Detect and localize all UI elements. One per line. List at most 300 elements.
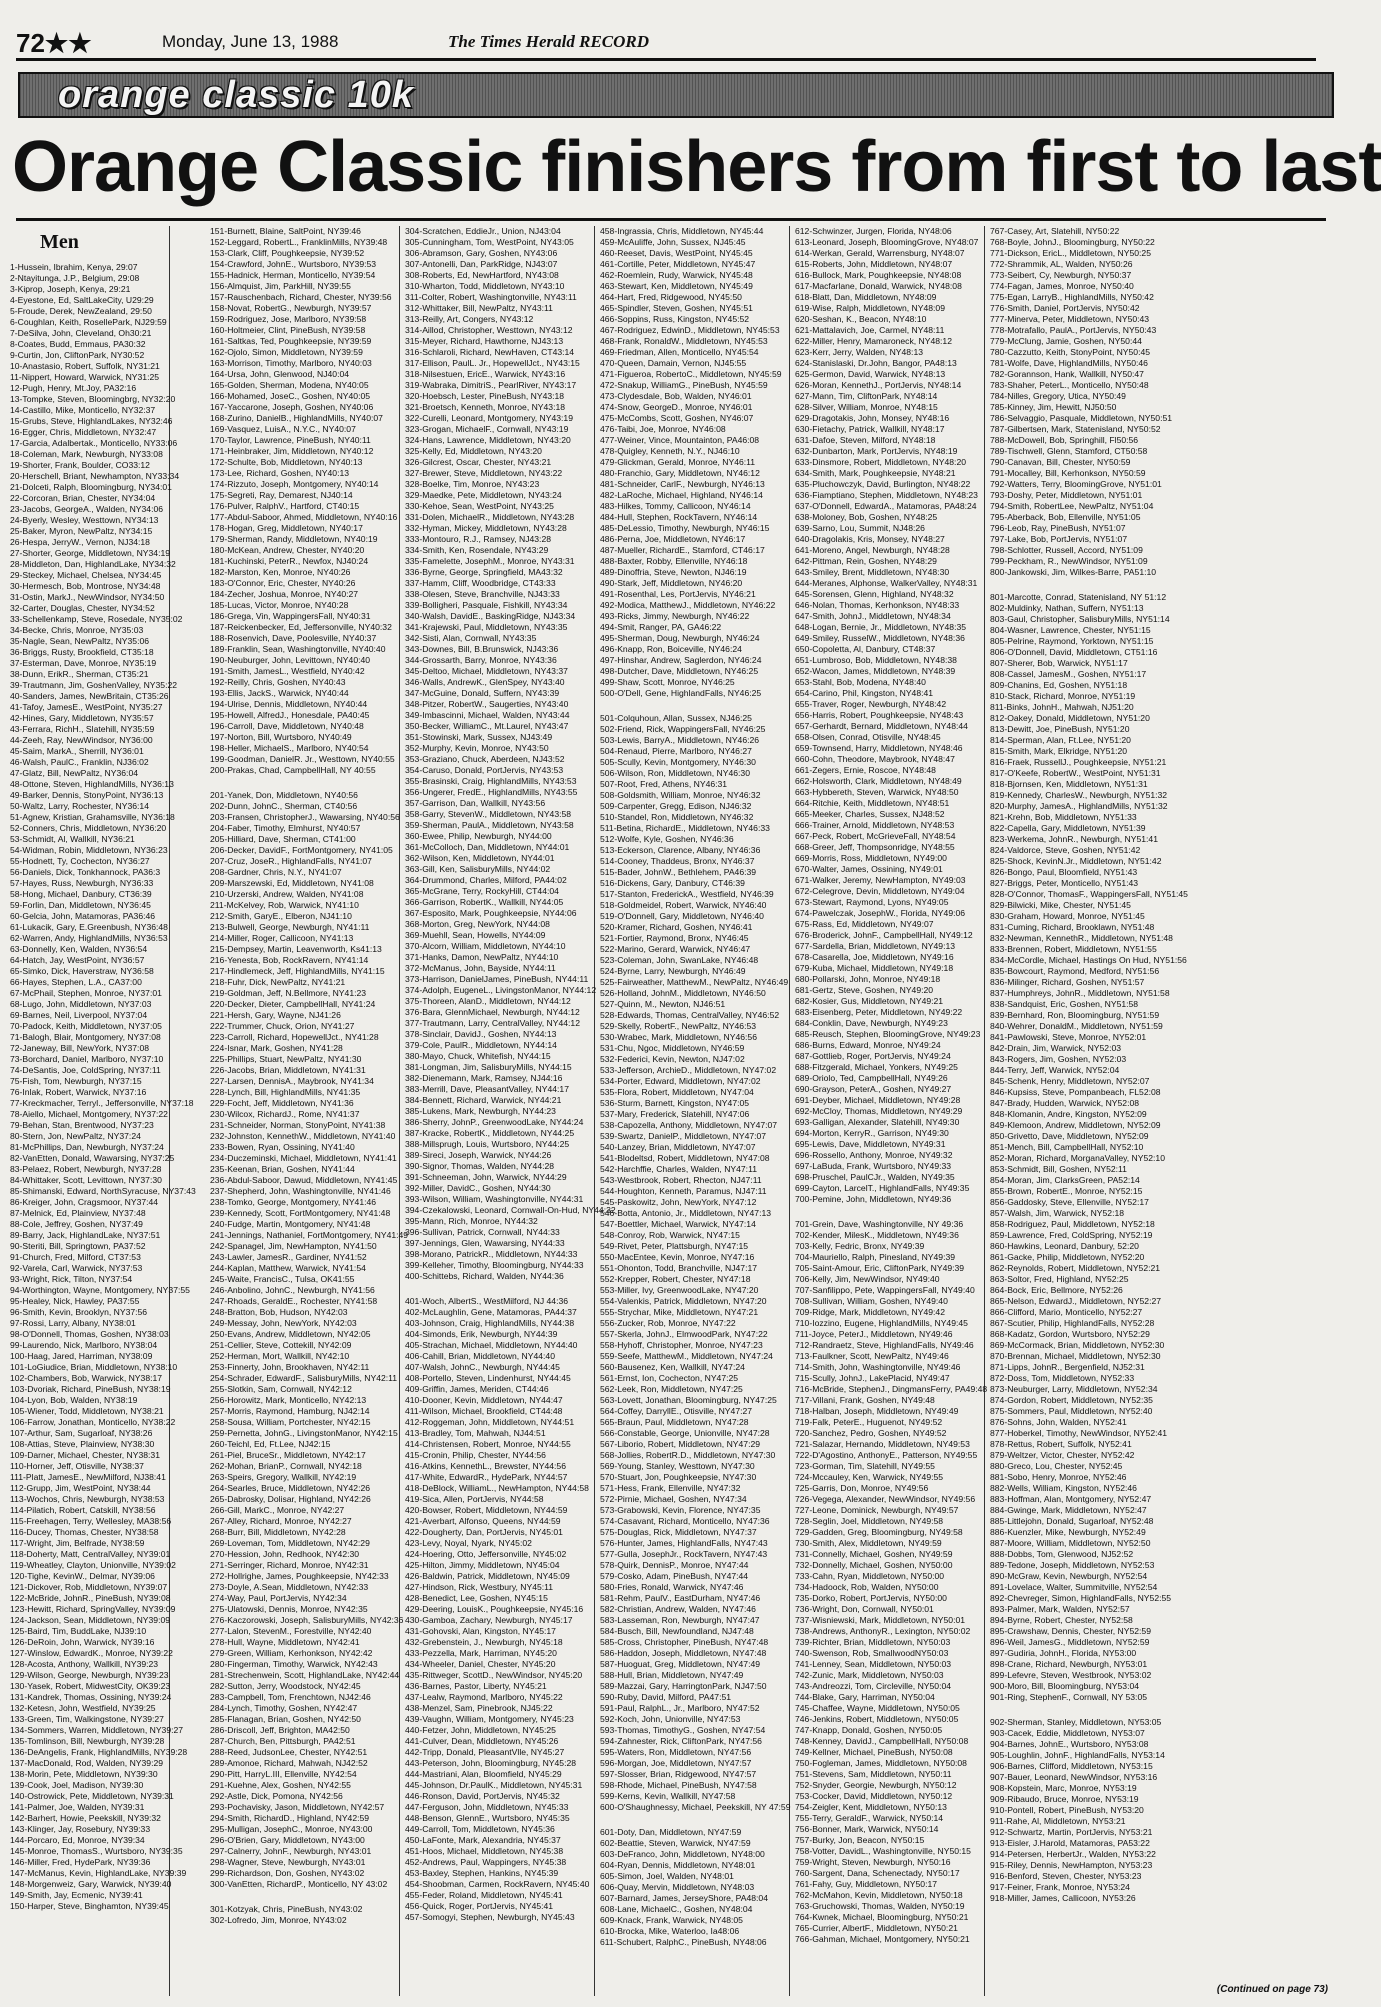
finisher-entry: 827-Briggs, Peter, Monticello, NY51:43 — [990, 878, 1139, 888]
finisher-entry: 813-Dewitt, Joe, PineBush, NY51:20 — [990, 724, 1130, 734]
finisher-entry: 460-Reeset, Davis, WestPoint, NY45:45 — [600, 248, 753, 258]
finisher-entry: 443-Peterson, John, Bloomingburg, NY45:28 — [405, 1758, 577, 1768]
finisher-entry: 272-Hollrighe, James, Poughkeepsie, NY42:33 — [210, 1571, 389, 1581]
finisher-entry: 804-Wasner, Lawrence, Chester, NY51:15 — [990, 625, 1151, 635]
finisher-entry: 353-Graziano, Chuck, Aberdeen, NJ43:52 — [405, 754, 565, 764]
finisher-entry: 524-Byrne, Larry, Newburgh, NY46:49 — [600, 966, 746, 976]
finisher-entry: 376-Bara, GlennMichael, Newburgh, NY44:12 — [405, 1007, 580, 1017]
finisher-entry: 753-Cocker, David, Middletown, NY50:12 — [795, 1791, 953, 1801]
finisher-entry: 719-Falk, PeterE., Huguenot, NY49:52 — [795, 1417, 943, 1427]
finisher-entry: 865-Nelson, EdwardJ., Middletown, NY52:27 — [990, 1296, 1162, 1306]
finisher-entry: 779-McClung, Jamie, Goshen, NY50:44 — [990, 336, 1142, 346]
finisher-entry: 738-Andrews, AnthonyR., Lexington, NY50:02 — [795, 1626, 971, 1636]
finisher-entry: 572-Pirnie, Michael, Goshen, NY47:34 — [600, 1494, 747, 1504]
finisher-entry: 429-Deering, LouisK., Poughkeepsie, NY45:16 — [405, 1604, 584, 1614]
finisher-entry: 507-Root, Fred, Athens, NY46:31 — [600, 779, 728, 789]
finisher-entry: 467-Rodriguez, EdwinD., Middletown, NY45:53 — [600, 325, 780, 335]
group-spacer — [990, 1703, 1177, 1717]
finisher-entry: 284-Lynch, Timothy, Goshen, NY42:47 — [210, 1703, 358, 1713]
finisher-entry: 478-Quigley, Kenneth, N.Y., NJ46:10 — [600, 446, 740, 456]
page-number: 72★★ — [16, 28, 92, 58]
finisher-entry: 846-Kupsiss, Steve, Pompanbeach, FL52:08 — [990, 1087, 1161, 1097]
finisher-entry: 702-Kender, MilesK., Middletown, NY49:36 — [795, 1230, 959, 1240]
finisher-entry: 201-Yanek, Don, Middletown, NY40:56 — [210, 790, 358, 800]
finisher-entry: 521-Fortier, Raymond, Bronx, NY46:45 — [600, 933, 749, 943]
finisher-entry: 242-Spanagel, Jim, NewHampton, NY41:50 — [210, 1241, 377, 1251]
finisher-entry: 705-Saint-Amour, Eric, CliftonPark, NY49:39 — [795, 1263, 965, 1273]
finisher-entry: 427-Hindson, Rick, Westbury, NY45:11 — [405, 1582, 554, 1592]
finisher-entry: 151-Burnett, Blaine, SaltPoint, NY39:46 — [210, 226, 361, 236]
finisher-entry: 144-Porcaro, Ed, Monroe, NY39:34 — [10, 1835, 145, 1845]
finisher-entry: 667-Peck, Robert, McGrieveFall, NY48:54 — [795, 831, 956, 841]
finisher-entry: 815-Smith, Mark, Elkridge, NY51:20 — [990, 746, 1128, 756]
finisher-entry: 505-Scully, Kevin, Montgomery, NY46:30 — [600, 757, 756, 767]
finisher-entry: 902-Sherman, Stanley, Middletown, NY53:05 — [990, 1717, 1162, 1727]
group-spacer — [405, 1282, 591, 1296]
finisher-entry: 510-Standel, Ron, Middletown, NY46:32 — [600, 812, 754, 822]
finisher-entry: 855-Brown, RobertE., Monroe, NY52:15 — [990, 1186, 1143, 1196]
finisher-entry: 59-Forlin, Dan, Middletown, NY36:45 — [10, 900, 151, 910]
finisher-entry: 881-Sobo, Henry, Monroe, NY52:46 — [990, 1472, 1127, 1482]
finisher-entry: 616-Bullock, Mark, Poughkeepsie, NY48:08 — [795, 270, 962, 280]
finisher-entry: 71-Balogh, Blair, Montgomery, NY37:08 — [10, 1032, 161, 1042]
finisher-entry: 341-Krajewski, Paul, Middletown, NY43:35 — [405, 622, 568, 632]
finisher-entry: 344-Grossarth, Barry, Monroe, NY43:36 — [405, 655, 557, 665]
finisher-entry: 294-Smith, RichardD., Highland, NY42:59 — [210, 1813, 370, 1823]
finisher-entry: 297-Calnerry, JohnF., Newburgh, NY43:01 — [210, 1846, 372, 1856]
finisher-entry: 729-Gadden, Greg, Bloomingburg, NY49:58 — [795, 1527, 963, 1537]
finisher-entry: 488-Baxter, Robby, Ellenville, NY46:18 — [600, 556, 748, 566]
finisher-entry: 697-LaBuda, Frank, Wurtsboro, NY49:33 — [795, 1161, 952, 1171]
finisher-entry: 789-Tischwell, Glenn, Stamford, CT50:58 — [990, 446, 1148, 456]
finisher-entry: 125-Baird, Tim, BuddLake, NJ39:10 — [10, 1626, 147, 1636]
finisher-entry: 281-Strechenwein, Scott, HighlandLake, NY42:44 — [210, 1670, 400, 1680]
finisher-entry: 582-Christian, Andrew, Walden, NY47:46 — [600, 1604, 756, 1614]
finisher-entry: 851-Mench, Bill, CampbellHall, NY52:10 — [990, 1142, 1144, 1152]
finisher-entry: 415-Cronin, Philip, Chester, NY44:56 — [405, 1450, 546, 1460]
finisher-entry: 913-Eisler, J.Harold, Matamoras, PA53:22 — [990, 1838, 1150, 1848]
finisher-entry: 278-Hull, Wayne, Middletown, NY42:41 — [210, 1637, 360, 1647]
finisher-entry: 395-Mann, Rich, Monroe, NY44:32 — [405, 1216, 538, 1226]
finisher-entry: 321-Broetsch, Kenneth, Monroe, NY43:18 — [405, 402, 566, 412]
finisher-entry: 424-Hoering, Otto, Jeffersonville, NY45:02 — [405, 1549, 567, 1559]
finisher-entry: 459-McAuliffe, John, Sussex, NJ45:45 — [600, 237, 746, 247]
finisher-entry: 299-Richardson, Don, Goshen, NY43:02 — [210, 1868, 365, 1878]
finisher-entry: 777-Minerva, Peter, Middletown, NY50:43 — [990, 314, 1150, 324]
finisher-entry: 544-Houghton, Kenneth, Paramus, NJ47:11 — [600, 1186, 767, 1196]
finisher-entry: 420-Bowser, Robert, Middletown, NY44:59 — [405, 1505, 568, 1515]
finisher-entry: 216-Yenesta, Bob, RockRavern, NY41:14 — [210, 955, 369, 965]
finisher-entry: 617-Macfarlane, Donald, Warwick, NY48:08 — [795, 281, 962, 291]
finisher-entry: 405-Strachan, Michael, Middletown, NY44:40 — [405, 1340, 578, 1350]
finisher-entry: 650-Copoletta, Al, Danbury, CT48:37 — [795, 644, 936, 654]
finisher-entry: 185-Lucas, Victor, Monroe, NY40:28 — [210, 600, 349, 610]
finisher-entry: 456-Quick, Roger, PortJervis, NY45:41 — [405, 1901, 554, 1911]
finisher-entry: 688-Fitzgerald, Michael, Yonkers, NY49:25 — [795, 1062, 958, 1072]
finisher-entry: 741-Lenney, Sean, Middletown, NY50:03 — [795, 1659, 952, 1669]
finisher-entry: 712-Randraetz, Steve, HighlandFalls, NY49:46 — [795, 1340, 974, 1350]
finisher-entry: 652-Wacon, James, Middletown, NY48:39 — [795, 666, 956, 676]
finisher-entry: 232-Johnston, KennethW., Middletown, NY41:40 — [210, 1131, 396, 1141]
finisher-entry: 390-Signor, Thomas, Walden, NY44:28 — [405, 1161, 555, 1171]
finisher-entry: 70-Padock, Keith, Middletown, NY37:05 — [10, 1021, 162, 1031]
finisher-entry: 177-Abdul-Saboor, Ahmed, Middletown, NY40:16 — [210, 512, 398, 522]
finisher-entry: 555-Strychar, Mike, Middletown, NY47:21 — [600, 1307, 759, 1317]
finisher-entry: 119-Wheatley, Clayton, Unionville, NY39:02 — [10, 1560, 176, 1570]
finisher-entry: 9-Curtin, Jon, CliftonPark, NY30:52 — [10, 350, 145, 360]
finisher-entry: 710-Iozzino, Eugene, HighlandMills, NY49:45 — [795, 1318, 968, 1328]
finisher-entry: 550-MacEntee, Kevin, Monroe, NY47:16 — [600, 1252, 755, 1262]
finisher-entry: 383-Merrill, Dave, PleasantValley, NY44:17 — [405, 1084, 569, 1094]
finisher-entry: 49-Barker, Dennis, StonyPoint, NY36:13 — [10, 790, 164, 800]
finisher-entry: 596-Morgan, Joe, Middletown, NY47:57 — [600, 1758, 752, 1768]
finisher-entry: 276-Kaczorowski, Joseph, SalisburyMills, NY42:36 — [210, 1615, 404, 1625]
finisher-entry: 500-O'Dell, Gene, HighlandFalls, NY46:25 — [600, 688, 762, 698]
finisher-entry: 629-Dragotakis, John, Monsey, NY48:16 — [795, 413, 950, 423]
finisher-entry: 646-Nolan, Thomas, Kerhonkson, NY48:33 — [795, 600, 960, 610]
finisher-entry: 425-Hilton, Jimmy, Middletown, NY45:04 — [405, 1560, 560, 1570]
finisher-entry: 22-Corcoran, Brian, Chester, NY34:04 — [10, 493, 156, 503]
finisher-entry: 903-Cacek, Eddie, Middletown, NY53:07 — [990, 1728, 1145, 1738]
finisher-entry: 873-Neuburger, Larry, Middletown, NY52:34 — [990, 1384, 1158, 1394]
finisher-entry: 301-Kotzyak, Chris, PineBush, NY43:02 — [210, 1904, 363, 1914]
finisher-entry: 790-Canavan, Bill, Chester, NY50:59 — [990, 457, 1131, 467]
finisher-entry: 384-Bennett, Richard, Warwick, NY44:21 — [405, 1095, 562, 1105]
finisher-entry: 57-Hayes, Russ, Newburgh, NY36:33 — [10, 878, 154, 888]
finisher-entry: 722-D'Agostino, AnthonyE., Patterson, NY49:55 — [795, 1450, 978, 1460]
finisher-entry: 311-Colter, Robert, Washingtonville, NY43:11 — [405, 292, 577, 302]
finisher-entry: 101-LoGiudice, Brian, Middletown, NY38:10 — [10, 1362, 178, 1372]
finisher-entry: 150-Harper, Steve, Binghamton, NY39:45 — [10, 1901, 169, 1911]
finisher-entry: 848-Klomanin, Andre, Kingston, NY52:09 — [990, 1109, 1147, 1119]
finisher-entry: 735-Dorko, Robert, PortJervis, NY50:00 — [795, 1593, 947, 1603]
finisher-entry: 756-Bonner, Mark, Warwick, NY50:14 — [795, 1824, 939, 1834]
finisher-entry: 809-Chanins, Ed, Goshen, NY51:18 — [990, 680, 1128, 690]
finisher-entry: 862-Reynolds, Robert, Middletown, NY52:21 — [990, 1263, 1161, 1273]
finisher-entry: 46-Walsh, PaulC., Franklin, NJ36:02 — [10, 757, 149, 767]
finisher-entry: 653-Stahl, Bob, Modena, NY48:40 — [795, 677, 926, 687]
finisher-entry: 91-Church, Fred, Milford, CT37:53 — [10, 1252, 141, 1262]
finisher-entry: 333-Montouro, R.J., Ramsey, NJ43:28 — [405, 534, 551, 544]
finisher-entry: 389-Sireci, Joseph, Warwick, NY44:26 — [405, 1150, 552, 1160]
finisher-entry: 818-Bjornsen, Ken, Middletown, NY51:31 — [990, 779, 1148, 789]
finisher-entry: 339-Bolligheri, Pasquale, Fishkill, NY43:34 — [405, 600, 568, 610]
finisher-entry: 115-Freehagen, Terry, Wellesley, MA38:56 — [10, 1516, 172, 1526]
finisher-entry: 549-Rivet, Peter, Plattsburgh, NY47:15 — [600, 1241, 749, 1251]
finisher-entry: 551-Ohonton, Todd, Branchville, NJ47:17 — [600, 1263, 758, 1273]
finisher-entry: 257-Morris, Raymond, Hamburg, NJ42:14 — [210, 1406, 370, 1416]
finisher-entry: 747-Knapp, Donald, Goshen, NY50:05 — [795, 1725, 943, 1735]
finisher-entry: 270-Hession, John, Redhook, NY42:30 — [210, 1549, 360, 1559]
finisher-entry: 882-Wells, William, Kingston, NY52:46 — [990, 1483, 1137, 1493]
finisher-entry: 375-Thoreen, AlanD., Middletown, NY44:12 — [405, 996, 571, 1006]
finisher-entry: 234-Duczeminski, Michael, Middletown, NY41:41 — [210, 1153, 397, 1163]
finisher-entry: 98-O'Donnell, Thomas, Goshen, NY38:03 — [10, 1329, 169, 1339]
finisher-entry: 100-Haag, Jared, Harriman, NY38:09 — [10, 1351, 153, 1361]
section-header-men: Men — [40, 231, 79, 253]
finisher-entry: 725-Garris, Don, Monroe, NY49:56 — [795, 1483, 929, 1493]
finisher-entry: 42-Hines, Gary, Middletown, NY35:57 — [10, 713, 154, 723]
finisher-entry: 806-O'Donnell, David, Middletown, CT51:16 — [990, 647, 1158, 657]
finisher-entry: 21-Dolceti, Ralph, Bloomingburg, NY34:01 — [10, 482, 172, 492]
finisher-entry: 219-Goldman, Jeff, N.Bellmore, NY41:23 — [210, 988, 367, 998]
finisher-entry: 317-Ellison, PaulL. Jr., HopewellJct., NY43:15 — [405, 358, 580, 368]
finisher-entry: 915-Riley, Dennis, NewHampton, NY53:23 — [990, 1860, 1153, 1870]
finisher-entry: 377-Trautmann, Larry, CentralValley, NY44:12 — [405, 1018, 580, 1028]
finisher-entry: 842-Drain, Jim, Warwick, NY52:03 — [990, 1043, 1122, 1053]
finisher-entry: 698-Pruschel, PaulCJr., Walden, NY49:35 — [795, 1172, 955, 1182]
finisher-entry: 209-Marszewski, Ed, Middletown, NY41:08 — [210, 878, 374, 888]
finisher-entry: 879-Weltzer, Victor, Chester, NY52:42 — [990, 1450, 1135, 1460]
finisher-entry: 64-Hatch, Jay, WestPoint, NY36:57 — [10, 955, 145, 965]
finisher-entry: 181-Kuchinski, PeterR., Newfox, NJ40:24 — [210, 556, 369, 566]
finisher-entry: 796-Leob, Ray, PineBush, NY51:07 — [990, 523, 1126, 533]
finisher-entry: 567-Liborio, Robert, Middletown, NY47:29 — [600, 1439, 761, 1449]
finisher-entry: 641-Moreno, Angel, Newburgh, NY48:28 — [795, 545, 950, 555]
finisher-entry: 288-Reed, JudsonLee, Chester, NY42:51 — [210, 1747, 368, 1757]
finisher-entry: 217-Hindlemeck, Jeff, HighlandMills, NY41:15 — [210, 966, 385, 976]
finisher-entry: 592-Koch, John, Unionville, NY47:53 — [600, 1714, 741, 1724]
finisher-entry: 745-Chaffee, Wayne, Middletown, NY50:05 — [795, 1703, 960, 1713]
finisher-entry: 498-Dutcher, Dave, Middletown, NY46:25 — [600, 666, 759, 676]
finisher-entry: 517-Stanton, FrederickA., Westfield, NY46:39 — [600, 889, 774, 899]
finisher-entry: 178-Hogan, Greg, Middletown, NY40:17 — [210, 523, 363, 533]
finisher-entry: 706-Kelly, Jim, NewWindsor, NY49:40 — [795, 1274, 940, 1284]
finisher-entry: 350-Becker, WilliamC., Mt.Laurel, NY43:47 — [405, 721, 569, 731]
finisher-entry: 30-Hermesch, Bob, Montrose, NY34:48 — [10, 581, 161, 591]
finisher-entry: 190-Neuburger, John, Levittown, NY40:40 — [210, 655, 371, 665]
finisher-entry: 683-Eisenberg, Peter, Middletown, NY49:22 — [795, 1007, 963, 1017]
finisher-entry: 870-Brennan, Michael, Middletown, NY52:30 — [990, 1351, 1161, 1361]
finisher-entry: 407-Walsh, JohnC., Newburgh, NY44:45 — [405, 1362, 560, 1372]
finisher-entry: 260-Teichl, Ed, Ft.Lee, NJ42:15 — [210, 1439, 331, 1449]
finisher-entry: 249-Messay, John, NewYork, NY42:03 — [210, 1318, 357, 1328]
finisher-entry: 624-Stanislaski, Dr.John, Bangor, PA48:13 — [795, 358, 957, 368]
finisher-entry: 573-Grabowski, Kevin, Florence, NY47:35 — [600, 1505, 761, 1515]
finisher-entry: 657-Gerhardt, Bernard, Middletown, NY48:44 — [795, 721, 968, 731]
finisher-entry: 830-Graham, Howard, Monroe, NY51:45 — [990, 911, 1145, 921]
finisher-entry: 319-Wabraka, DimitriS., PearlRiver, NY43:17 — [405, 380, 577, 390]
finisher-entry: 590-Ruby, David, Milford, PA47:51 — [600, 1692, 732, 1702]
finisher-entry: 831-Cuming, Richard, Brooklawn, NY51:48 — [990, 922, 1155, 932]
finisher-entry: 465-Spindler, Steven, Goshen, NY45:51 — [600, 303, 753, 313]
finisher-entry: 264-Searles, Bruce, Middletown, NY42:26 — [210, 1483, 371, 1493]
finisher-entry: 843-Rogers, Jim, Goshen, NY52:03 — [990, 1054, 1127, 1064]
finisher-entry: 651-Lumbroso, Bob, Middletown, NY48:38 — [795, 655, 957, 665]
finisher-entry: 229-Focht, Jeff, Middletown, NY41:36 — [210, 1098, 354, 1108]
finisher-entry: 250-Evans, Andrew, Middletown, NY42:05 — [210, 1329, 371, 1339]
finisher-entry: 787-Gilbertsen, Mark, Statenisland, NY50:52 — [990, 424, 1161, 434]
finisher-entry: 742-Zunic, Mark, Middletown, NY50:03 — [795, 1670, 944, 1680]
finisher-entry: 832-Newman, KennethR., Middletown, NY51:48 — [990, 933, 1173, 943]
finisher-entry: 123-Hewitt, Richard, SpringValley, NY39:09 — [10, 1604, 176, 1614]
finisher-entry: 636-Fiamptiano, Stephen, Middletown, NY48:23 — [795, 490, 978, 500]
finisher-entry: 783-Shaher, PeterL., Monticello, NY50:48 — [990, 380, 1149, 390]
finisher-entry: 241-Jennings, Nathaniel, FortMontgomery, NY41:49 — [210, 1230, 409, 1240]
finisher-entry: 66-Hayes, Stephen, L.A., CA37:00 — [10, 977, 142, 987]
finisher-entry: 204-Faber, Timothy, Elmhurst, NY40:57 — [210, 823, 361, 833]
finisher-entry: 186-Grega, Vin, WappingersFall, NY40:31 — [210, 611, 371, 621]
finisher-entry: 391-Schneeman, John, Warwick, NY44:29 — [405, 1172, 567, 1182]
finisher-entry: 526-Holland, JohnM., Middletown, NY46:50 — [600, 988, 766, 998]
finisher-entry: 80-Stern, Jon, NewPaltz, NY37:24 — [10, 1131, 141, 1141]
finisher-entry: 34-Becke, Chris, Monroe, NY35:03 — [10, 625, 144, 635]
finisher-entry: 716-McBride, StephenJ., DingmansFerry, PA49:48 — [795, 1384, 988, 1394]
finisher-entry: 145-Monroe, ThomasS., Wurtsboro, NY39:35 — [10, 1846, 183, 1856]
finisher-entry: 116-Ducey, Thomas, Chester, NY38:58 — [10, 1527, 159, 1537]
finisher-entry: 444-Mastriani, Alan, Bloomfield, NY45:29 — [405, 1769, 562, 1779]
finisher-entry: 84-Whittaker, Scott, Levittown, NY37:30 — [10, 1175, 162, 1185]
finisher-entry: 104-Lyon, Bob, Walden, NY38:19 — [10, 1395, 138, 1405]
finisher-entry: 132-Ketesn, John, Westfield, NY39:25 — [10, 1703, 156, 1713]
finisher-entry: 635-Pluchowczyk, David, Burlington, NY48:22 — [795, 479, 971, 489]
finisher-entry: 402-McLaughlin, Gene, Matamoras, PA44:37 — [405, 1307, 577, 1317]
finisher-entry: 189-Franklin, Sean, Washingtonville, NY40:40 — [210, 644, 386, 654]
finisher-entry: 399-Kelleher, Timothy, Bloomingburg, NY44:33 — [405, 1260, 584, 1270]
finisher-entry: 859-Lawrence, Fred, ColdSpring, NY52:19 — [990, 1230, 1153, 1240]
finisher-entry: 561-Ernst, Ion, Cochecton, NY47:25 — [600, 1373, 739, 1383]
finisher-entry: 10-Anastasio, Robert, Suffolk, NY31:21 — [10, 361, 160, 371]
finisher-entry: 314-Aillod, Christopher, Westtown, NY43:12 — [405, 325, 573, 335]
finisher-entry: 230-Wilcox, RichardJ., Rome, NY41:37 — [210, 1109, 360, 1119]
finisher-entry: 565-Braun, Paul, Middletown, NY47:28 — [600, 1417, 749, 1427]
finisher-entry: 877-Hoberkel, Timothy, NewWindsor, NY52:41 — [990, 1428, 1168, 1438]
finisher-entry: 662-Holsworth, Clark, Middletown, NY48:49 — [795, 776, 962, 786]
finisher-entry: 397-Jennings, Glen, Wawarsing, NY44:33 — [405, 1238, 565, 1248]
finisher-entry: 112-Grupp, Jim, WestPoint, NY38:44 — [10, 1483, 151, 1493]
finisher-entry: 388-Millsprugh, Louis, Wurtsboro, NY44:25 — [405, 1139, 570, 1149]
finisher-entry: 127-Winslow, EdwardK., Monroe, NY39:22 — [10, 1648, 173, 1658]
finisher-entry: 404-Simonds, Erik, Newburgh, NY44:39 — [405, 1329, 558, 1339]
finisher-entry: 158-Novat, RobertG., Newburgh, NY39:57 — [210, 303, 372, 313]
finisher-entry: 346-Walls, AndrewK., GlenSpey, NY43:40 — [405, 677, 565, 687]
finisher-entry: 449-Carroll, Tom, Middletown, NY45:36 — [405, 1824, 555, 1834]
finisher-entry: 159-Rodriguez, Jose, Marlboro, NY39:58 — [210, 314, 367, 324]
finisher-entry: 26-Hespa, JerryW., Vernon, NJ34:18 — [10, 537, 150, 547]
finisher-entry: 648-Logan, Bernie, Jr., Middletown, NY48:35 — [795, 622, 967, 632]
finisher-entry: 231-Schneider, Norman, StonyPoint, NY41:38 — [210, 1120, 386, 1130]
finisher-entry: 352-Murphy, Kevin, Monroe, NY43:50 — [405, 743, 549, 753]
finisher-entry: 732-Donnelly, Michael, Goshen, NY50:00 — [795, 1560, 953, 1570]
finisher-entry: 461-Cortille, Peter, Middletown, NY45:47 — [600, 259, 756, 269]
finisher-entry: 536-Sturm, Barnett, Kingston, NY47:05 — [600, 1098, 750, 1108]
finisher-entry: 274-Way, Paul, PortJervis, NY42:34 — [210, 1593, 347, 1603]
finisher-entry: 642-Pittman, Rein, Goshen, NY48:29 — [795, 556, 937, 566]
finisher-entry: 468-Frank, RonaldW., Middletown, NY45:53 — [600, 336, 768, 346]
results-column-3 — [405, 226, 616, 1996]
finisher-entry: 437-Lealw, Raymond, Marlboro, NY45:22 — [405, 1692, 563, 1702]
finisher-entry: 106-Farrow, Jonathan, Monticello, NY38:22 — [10, 1417, 176, 1427]
finisher-entry: 410-Dooner, Kevin, Middletown, NY44:47 — [405, 1395, 563, 1405]
finisher-entry: 196-Carroll, Dave, Middletown, NY40:48 — [210, 721, 364, 731]
finisher-entry: 365-McGrane, Terry, RockyHill, CT44:04 — [405, 886, 559, 896]
finisher-entry: 409-Griffin, James, Meriden, CT44:46 — [405, 1384, 549, 1394]
finisher-entry: 77-Kreckmacher, Terryl., Jeffersonville, NY37:18 — [10, 1098, 194, 1108]
finisher-entry: 724-Mccauley, Ken, Warwick, NY49:55 — [795, 1472, 944, 1482]
finisher-entry: 654-Carino, Phil, Kingston, NY48:41 — [795, 688, 934, 698]
finisher-entry: 451-Hoos, Michael, Middletown, NY45:38 — [405, 1846, 564, 1856]
finisher-entry: 142-Barhert, Howie, Peekskill, NY39:32 — [10, 1813, 161, 1823]
finisher-entry: 312-Whittaker, Bill, NewPaltz, NY43:11 — [405, 303, 553, 313]
finisher-entry: 126-DeRoin, John, Warwick, NY39:16 — [10, 1637, 155, 1647]
finisher-entry: 866-Clifford, Mario, Monticello, NY52:27 — [990, 1307, 1143, 1317]
finisher-entry: 574-Casavant, Richard, Monticello, NY47:36 — [600, 1516, 770, 1526]
finisher-entry: 292-Astle, Dick, Pomona, NY42:56 — [210, 1791, 343, 1801]
finisher-entry: 840-Wehrer, DonaldM., Middletown, NY51:59 — [990, 1021, 1163, 1031]
finisher-entry: 727-Leone, Dominick, Newburgh, NY49:57 — [795, 1505, 959, 1515]
finisher-entry: 560-Bausenez, Ken, Wallkill, NY47:24 — [600, 1362, 745, 1372]
finisher-entry: 197-Norton, Bill, Wurtsboro, NY40:49 — [210, 732, 352, 742]
finisher-entry: 893-Palmer, Mark, Walden, NY52:57 — [990, 1604, 1130, 1614]
finisher-entry: 4-Eyestone, Ed, SaltLakeCity, U29:29 — [10, 295, 154, 305]
finisher-entry: 251-Cellier, Steve, Cottekill, NY42:09 — [210, 1340, 352, 1350]
finisher-entry: 73-Borchard, Daniel, Marlboro, NY37:10 — [10, 1054, 164, 1064]
finisher-entry: 704-Mauriello, Ralph, Pinesland, NY49:39 — [795, 1252, 956, 1262]
finisher-entry: 1-Hussein, Ibrahim, Kenya, 29:07 — [10, 262, 138, 272]
finisher-entry: 160-Holtmeier, Clint, PineBush, NY39:58 — [210, 325, 366, 335]
finisher-entry: 280-Fingerman, Timothy, Warwick, NY42:43 — [210, 1659, 378, 1669]
finisher-entry: 322-Curelli, Leonard, Montgomery, NY43:19 — [405, 413, 573, 423]
finisher-entry: 746-Jenkins, Robert, Middletown, NY50:05 — [795, 1714, 959, 1724]
finisher-entry: 96-Smith, Kevin, Brooklyn, NY37:56 — [10, 1307, 148, 1317]
finisher-entry: 618-Blatt, Dan, Middletown, NY48:09 — [795, 292, 937, 302]
finisher-entry: 94-Worthington, Wayne, Montgomery, NY37:55 — [10, 1285, 190, 1295]
finisher-entry: 20-Herschell, Briant, Newhampton, NY33:34 — [10, 471, 180, 481]
finisher-entry: 736-Wright, Don, Cornwall, NY50:01 — [795, 1604, 934, 1614]
finisher-entry: 766-Gahman, Michael, Montgomery, NY50:21 — [795, 1934, 970, 1944]
finisher-entry: 113-Wochos, Chris, Newburgh, NY38:53 — [10, 1494, 165, 1504]
finisher-entry: 631-Dafoe, Steven, Milford, NY48:18 — [795, 435, 936, 445]
finisher-entry: 300-VanEtten, RichardP., Monticello, NY 43:02 — [210, 1879, 388, 1889]
finisher-entry: 105-Wiener, Todd, Middletown, NY38:21 — [10, 1406, 164, 1416]
finisher-entry: 161-Saltkas, Ted, Poughkeepsie, NY39:59 — [210, 336, 372, 346]
finisher-entry: 180-McKean, Andrew, Chester, NY40:20 — [210, 545, 365, 555]
finisher-entry: 701-Grein, Dave, Washingtonville, NY 49:36 — [795, 1219, 964, 1229]
results-columns — [10, 226, 1332, 1996]
finisher-entry: 502-Friend, Rick, WappingersFall, NY46:25 — [600, 724, 766, 734]
finisher-entry: 638-Moloney, Bob, Goshen, NY48:25 — [795, 512, 938, 522]
finisher-entry: 898-Crane, Richard, Newburgh, NY53:01 — [990, 1659, 1148, 1669]
finisher-entry: 313-Reilly, Art, Congers, NY43:12 — [405, 314, 534, 324]
finisher-entry: 210-Urzerski, Andrew, Walden, NY41:08 — [210, 889, 364, 899]
finisher-entry: 687-Gottlieb, Roger, PortJervis, NY49:24 — [795, 1051, 951, 1061]
finisher-entry: 419-Sica, Allen, PortJervis, NY44:58 — [405, 1494, 544, 1504]
finisher-entry: 586-Haddon, Joseph, Middletown, NY47:48 — [600, 1648, 767, 1658]
finisher-entry: 452-Andrews, Paul, Wappingers, NY45:38 — [405, 1857, 567, 1867]
finisher-entry: 296-O'Brien, Gary, Middletown, NY43:00 — [210, 1835, 365, 1845]
finisher-entry: 206-Decker, DavidF., FortMontgomery, NY41:05 — [210, 845, 393, 855]
finisher-entry: 387-Kracke, RobertK., Middletown, NY44:25 — [405, 1128, 575, 1138]
finisher-entry: 720-Sanchez, Pedro, Goshen, NY49:52 — [795, 1428, 947, 1438]
finisher-entry: 147-McManus, Kevin, HighlandLake, NY39:39 — [10, 1868, 187, 1878]
finisher-entry: 737-Wisniewski, Mark, Middletown, NY50:01 — [795, 1615, 966, 1625]
finisher-entry: 534-Porter, Edward, Middletown, NY47:02 — [600, 1076, 761, 1086]
finisher-entry: 807-Sherer, Bob, Warwick, NY51:17 — [990, 658, 1128, 668]
finisher-entry: 432-Grebenstein, J., Newburgh, NY45:18 — [405, 1637, 563, 1647]
finisher-entry: 828-O'Connor, ThomasF., WappingersFall, NY51:45 — [990, 889, 1188, 899]
finisher-entry: 907-Bauer, Leonard, NewWindsor, NY53:16 — [990, 1772, 1158, 1782]
finisher-entry: 471-Figueroa, RobertoC., Middletown, NY45:59 — [600, 369, 782, 379]
finisher-entry: 613-Leonard, Joseph, BloomingGrove, NY48:07 — [795, 237, 979, 247]
finisher-entry: 122-McBride, JohnR., PineBush, NY39:08 — [10, 1593, 171, 1603]
finisher-entry: 552-Krepper, Robert, Chester, NY47:18 — [600, 1274, 751, 1284]
finisher-entry: 525-Fairweather, MatthewM., NewPaltz, NY46:49 — [600, 977, 789, 987]
finisher-entry: 481-Schneider, CarlF., Newburgh, NY46:13 — [600, 479, 765, 489]
finisher-entry: 182-Marston, Ken, Monroe, NY40:26 — [210, 567, 351, 577]
finisher-entry: 247-Rhoads, GeraldE., Rochester, NY41:58 — [210, 1296, 378, 1306]
finisher-entry: 200-Prakas, Chad, CampbellHall, NY 40:55 — [210, 765, 376, 775]
finisher-entry: 134-Sommers, Warren, Middletown, NY39:27 — [10, 1725, 184, 1735]
